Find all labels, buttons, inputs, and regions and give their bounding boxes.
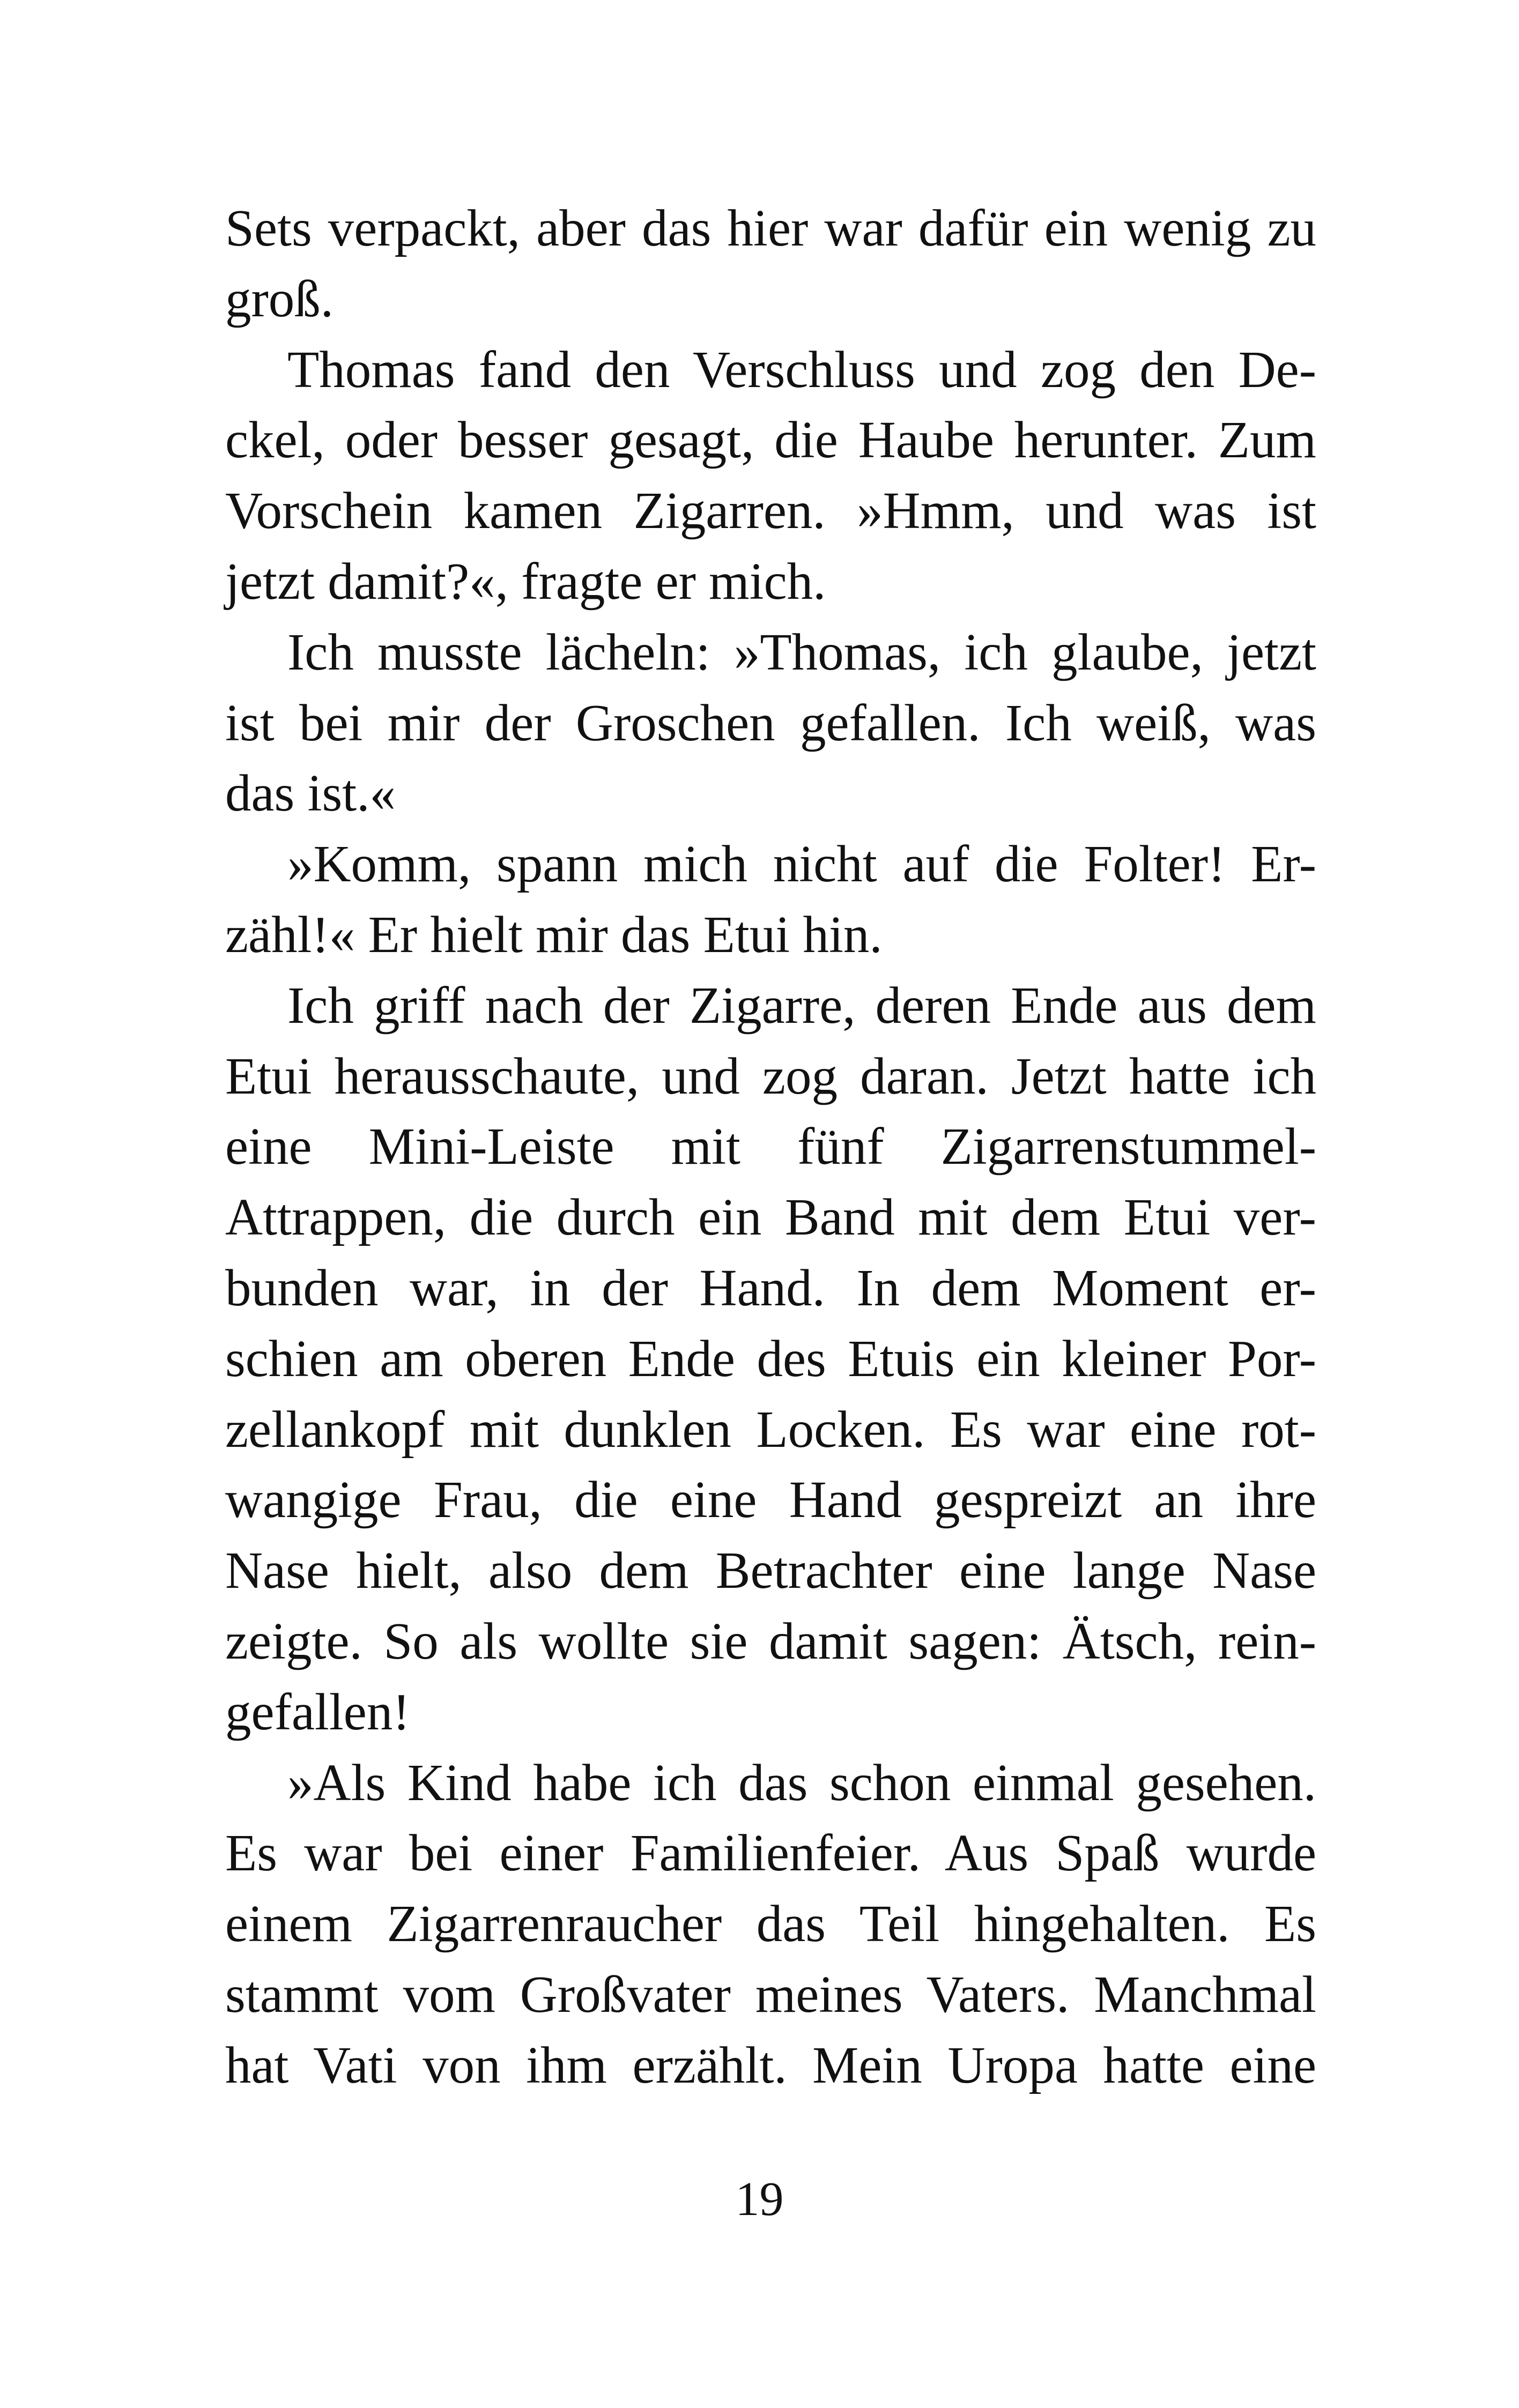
text-line: Ich musste lächeln: »Thomas, ich glaube, jetzt bbox=[287, 623, 1316, 681]
text-line: Vorschein kamen Zigarren. »Hmm, und was ist bbox=[225, 482, 1316, 540]
text-line: schien am oberen Ende des Etuis ein kleiner Por- bbox=[225, 1329, 1316, 1387]
text-line: hat Vati von ihm erzählt. Mein Uropa hatte eine bbox=[225, 2036, 1316, 2094]
text-line: zeigte. So als wollte sie damit sagen: Ätsch, rein- bbox=[225, 1612, 1316, 1670]
text-line: Attrappen, die durch ein Band mit dem Etui ver- bbox=[225, 1188, 1316, 1246]
text-line: zellankopf mit dunklen Locken. Es war eine rot- bbox=[225, 1400, 1316, 1458]
text-line: wangige Frau, die eine Hand gespreizt an ihre bbox=[225, 1471, 1316, 1529]
text-line: bunden war, in der Hand. In dem Moment er- bbox=[225, 1259, 1316, 1317]
body-text bbox=[225, 193, 1316, 2101]
text-line: »Als Kind habe ich das schon einmal gesehen. bbox=[287, 1753, 1316, 1811]
text-line: Thomas fand den Verschluss und zog den De- bbox=[287, 340, 1316, 398]
text-line: Nase hielt, also dem Betrachter eine lange Nase bbox=[225, 1542, 1316, 1600]
text-line: Es war bei einer Familienfeier. Aus Spaß wurde bbox=[225, 1824, 1316, 1882]
page-number: 19 bbox=[735, 2173, 784, 2226]
text-line: zähl!« Er hielt mir das Etui hin. bbox=[225, 905, 883, 963]
text-line: jetzt damit?«, fragte er mich. bbox=[225, 552, 826, 610]
text-line: Sets verpackt, aber das hier war dafür ein wenig zu bbox=[225, 199, 1316, 257]
text-line: »Komm, spann mich nicht auf die Folter! Er- bbox=[287, 835, 1316, 893]
text-line: gefallen! bbox=[225, 1683, 410, 1741]
text-line: einem Zigarrenraucher das Teil hingehalten. Es bbox=[225, 1895, 1316, 1953]
text-line: eine Mini-Leiste mit fünf Zigarrenstummel- bbox=[225, 1118, 1316, 1176]
text-line: das ist.« bbox=[225, 764, 396, 822]
text-line: ckel, oder besser gesagt, die Haube herunter. Zum bbox=[225, 411, 1316, 469]
text-line: Etui herausschaute, und zog daran. Jetzt hatte ich bbox=[225, 1047, 1316, 1105]
text-line: ist bei mir der Groschen gefallen. Ich weiß, was bbox=[225, 694, 1316, 752]
text-line: Ich griff nach der Zigarre, deren Ende aus dem bbox=[287, 976, 1316, 1034]
text-line: stammt vom Großvater meines Vaters. Manchmal bbox=[225, 1965, 1316, 2023]
text-line: groß. bbox=[225, 270, 334, 328]
